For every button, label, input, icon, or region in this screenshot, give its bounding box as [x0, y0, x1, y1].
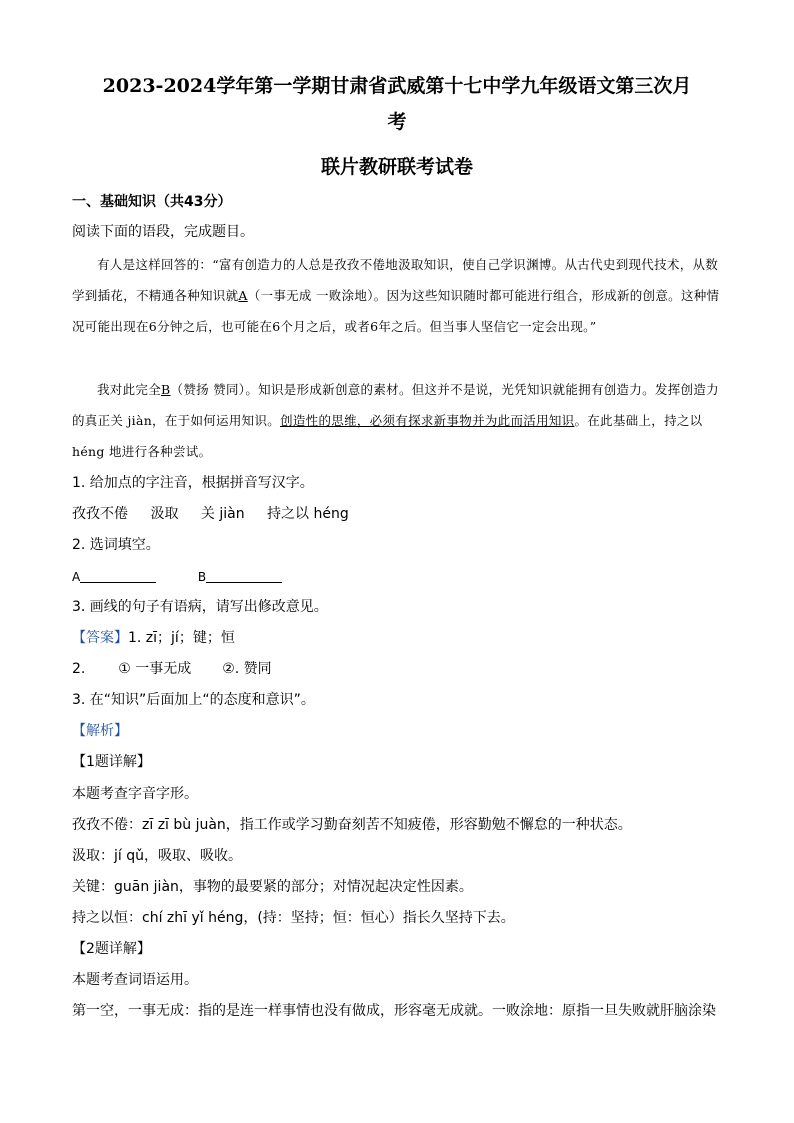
- answer-2-value-2: . 赞同: [234, 661, 272, 677]
- answer-2-number: 2.: [72, 661, 86, 677]
- q1-item-4: 持之以 héng: [267, 506, 349, 522]
- blank-a-label: A: [72, 570, 81, 584]
- question-2-blanks: [72, 567, 722, 587]
- q2-detail-intro: 本题考查词语运用。: [72, 972, 198, 988]
- question-1: 1. 给加点的字注音，根据拼音写汉字。: [72, 475, 314, 491]
- answer-line-2: [72, 659, 722, 679]
- answer-line-1: [72, 628, 722, 648]
- underlined-sentence: 创造性的思维，必须有探求新事物并为此而活用知识: [280, 413, 575, 428]
- q1-detail-line-1: 孜孜不倦：zī zī bù juàn，指工作或学习勤奋刻苦不知疲倦，形容勤勉不懈怠的一种状态。: [72, 817, 632, 833]
- para2-text-c: 。在此基础上，持之以 héng 地进行各种尝试。: [72, 413, 703, 459]
- title-line-3: 联片教研联考试卷: [320, 156, 473, 178]
- q1-item-1: 孜孜不倦: [72, 506, 128, 522]
- q1-item-3: 关 jiàn: [200, 506, 245, 522]
- q1-detail-line-3: 关键：guān jiàn，事物的最要紧的部分；对情况起决定性因素。: [72, 879, 473, 895]
- question-3: 3. 画线的句子有语病，请写出修改意见。: [72, 599, 328, 615]
- q1-detail-line-4: 持之以恒：chí zhī yǐ héng，(持：坚持；恒：恒心）指长久坚持下去。: [72, 910, 515, 926]
- q1-detail-heading: 【1题详解】: [72, 754, 151, 770]
- para2-text-b: （赞扬 赞同）。知识是形成新创意的素材。但这并不是说，光凭知识就能拥有创造力。发挥创造力的真正关 jiàn，在于如何运用知识。: [72, 382, 719, 428]
- q2-detail-heading: 【2题详解】: [72, 941, 151, 957]
- answer-label: 【答案】: [72, 630, 128, 646]
- blank-b-label: B: [197, 570, 207, 584]
- blank-a-line: [80, 568, 156, 583]
- para1-text-a: 有人是这样回答的：“富有创造力的人总是孜孜不倦地汲取知识，使自己学识渊博。从古代史到现代技术，从数学到插花，不精通各种知识就: [72, 257, 719, 303]
- section-heading: 一、基础知识（共43分）: [72, 194, 232, 210]
- q1-item-2: 汲取: [150, 506, 179, 522]
- answer-2-circle-2: ②: [222, 661, 235, 677]
- para1-text-b: （一事无成 一败涂地）。因为这些知识随时都可能进行组合，形成新的创意。这种情况可能出现在6分钟之后，也可能在6个月之后，或者6年之后。但当事人坚信它一定会出现。”: [72, 288, 720, 334]
- answer-1: 1. zī；jí；键；恒: [128, 630, 235, 646]
- title-line-2: 考: [387, 111, 407, 133]
- para2-mark-b: B: [161, 382, 171, 397]
- q1-detail-intro: 本题考查字音字形。: [72, 786, 198, 802]
- answer-2-circle-1: ①: [118, 661, 131, 677]
- para2-text-a: 我对此完全: [97, 382, 162, 397]
- question-1-items: [72, 504, 722, 524]
- analysis-label: 【解析】: [72, 723, 128, 739]
- answer-line-3: 3. 在“知识”后面加上“的态度和意识”。: [72, 692, 315, 708]
- q2-detail-line-1: 第一空，一事无成：指的是连一样事情也没有做成，形容毫无成就。一败涂地：原指一旦失败就肝脑涂染: [72, 1003, 716, 1019]
- instruction: 阅读下面的语段，完成题目。: [72, 224, 254, 240]
- question-2: 2. 选词填空。: [72, 537, 160, 553]
- para1-mark-a: A: [238, 288, 248, 303]
- q1-detail-line-2: 汲取：jí qǔ，吸取、吸收。: [72, 848, 242, 864]
- passage-paragraph-2: [72, 374, 722, 467]
- blank-b-line: [206, 568, 282, 583]
- title-line-1: 2023-2024学年第一学期甘肃省武威第十七中学九年级语文第三次月: [102, 75, 692, 97]
- answer-2-value-1: 一事无成: [135, 661, 192, 677]
- passage-paragraph-1: [72, 249, 722, 342]
